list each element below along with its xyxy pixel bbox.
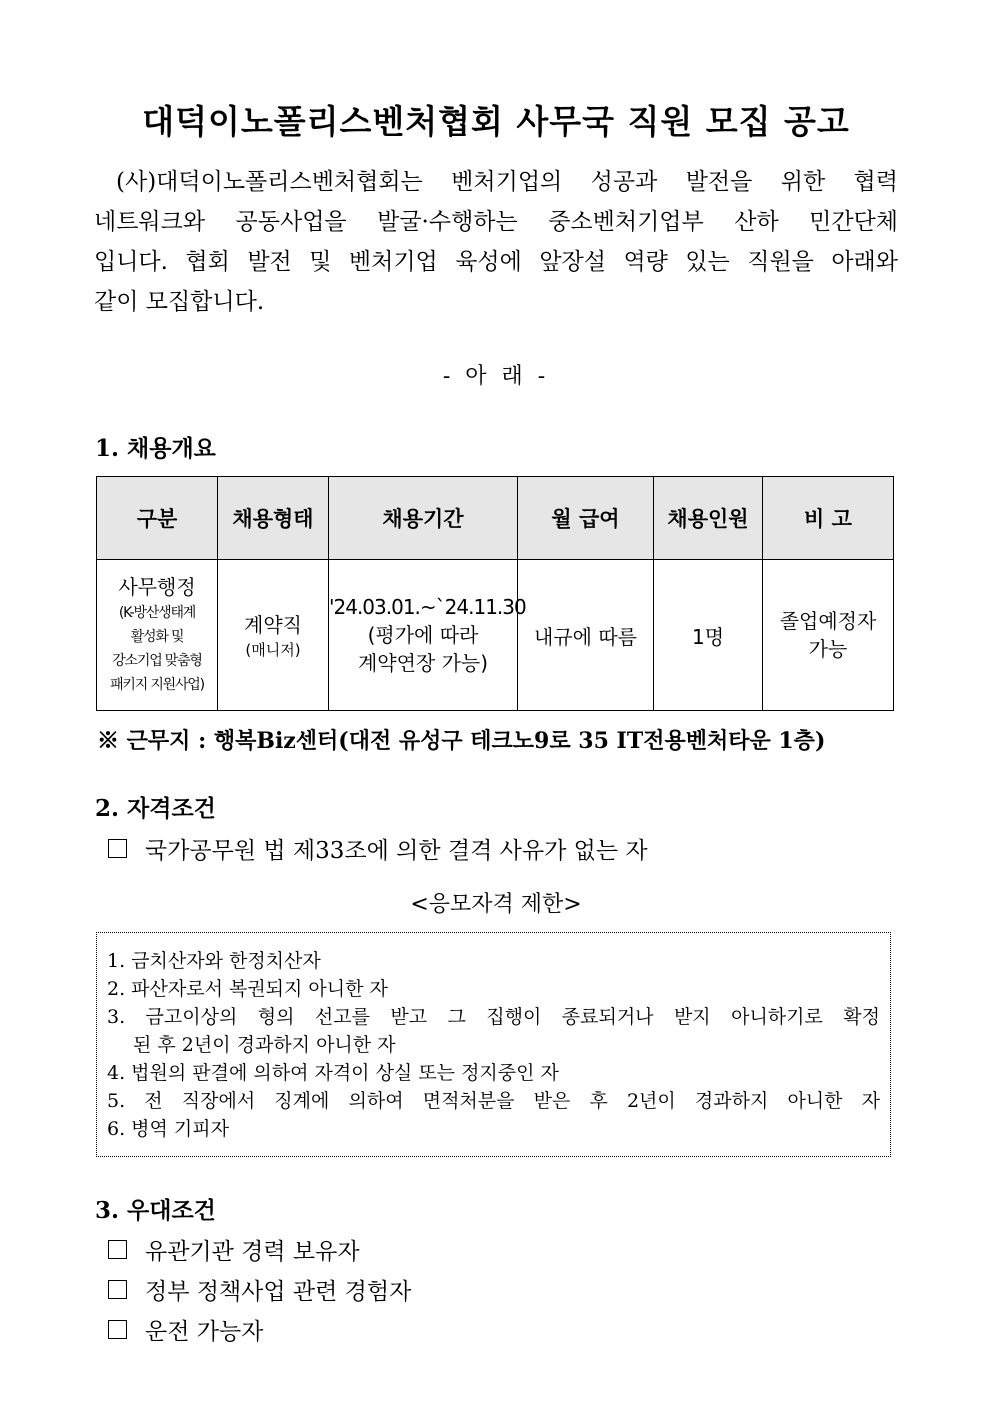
- period-line: (평가에 따라: [367, 623, 479, 647]
- preference-item: [108, 1273, 411, 1306]
- preference-text: 운전 가능자: [145, 1319, 264, 1345]
- intro-paragraph: [94, 162, 898, 322]
- checkbox-icon: [108, 1240, 127, 1259]
- cell-salary: 내규에 따름: [518, 560, 654, 711]
- note-line: 가능: [808, 637, 848, 661]
- recruit-overview-table: [96, 476, 894, 711]
- restriction-item: 3. 금고이상의 형의 선고를 받고 그 집행이 종료되거나 받지 아니하기로 확정: [107, 1006, 880, 1028]
- restriction-box: [96, 932, 891, 1157]
- section-title-preference: 3. 우대조건: [95, 1197, 216, 1224]
- intro-line: 입니다. 협회 발전 및 벤처기업 육성에 앞장설 역량 있는 직원을 아래와: [94, 249, 898, 275]
- restriction-item: 6. 병역 기피자: [107, 1118, 229, 1140]
- page-title: 대덕이노폴리스벤처협회 사무국 직원 모집 공고: [142, 102, 850, 141]
- intro-line: 같이 모집합니다.: [94, 289, 265, 315]
- section-title-qualification: 2. 자격조건: [95, 795, 216, 822]
- restriction-item: 2. 파산자로서 복권되지 아니한 자: [107, 978, 388, 1000]
- header-division: 구분: [97, 477, 218, 560]
- restriction-item: 5. 전 직장에서 징계에 의하여 면적처분을 받은 후 2년이 경과하지 아니한 자: [107, 1090, 880, 1112]
- header-salary: 월 급여: [518, 477, 654, 560]
- division-sub: 패키지 지원사업): [110, 677, 204, 693]
- restriction-item: 4. 법원의 판결에 의하여 자격이 상실 또는 정지중인 자: [107, 1062, 559, 1084]
- cell-division: [97, 560, 218, 711]
- intro-line: 네트워크와 공동사업을 발굴·수행하는 중소벤처기업부 산하 민간단체: [94, 209, 898, 235]
- intro-line: (사)대덕이노폴리스벤처협회는 벤처기업의 성공과 발전을 위한 협력: [116, 169, 898, 195]
- cell-employment-type: [218, 560, 329, 711]
- table-row: [97, 560, 894, 711]
- division-sub: 활성화 및: [130, 629, 184, 645]
- type-main: 계약직: [244, 612, 302, 637]
- cell-period: [329, 560, 526, 711]
- note-line: 졸업예정자: [779, 609, 877, 633]
- type-sub: (매니저): [245, 640, 301, 659]
- division-sub: 강소기업 맞춤형: [112, 653, 202, 669]
- checkbox-icon: [108, 1280, 127, 1299]
- preference-item: [108, 1313, 263, 1346]
- cell-note: [763, 560, 894, 711]
- period-line: 계약연장 가능): [357, 651, 489, 675]
- checkbox-icon: [108, 1320, 127, 1339]
- worksite-note: ※ 근무지 : 행복Biz센터(대전 유성구 테크노9로 35 IT전용벤처타운 1층): [97, 728, 826, 754]
- period-line: '24.03.01.~`24.11.30: [329, 595, 526, 619]
- table-header-row: [97, 477, 894, 560]
- preference-item: [108, 1233, 360, 1266]
- header-period: 채용기간: [329, 477, 518, 560]
- checkbox-icon: [108, 839, 127, 858]
- header-employment-type: 채용형태: [218, 477, 329, 560]
- header-note: 비 고: [763, 477, 894, 560]
- restriction-title: <응모자격 제한>: [410, 892, 582, 917]
- qualification-item: [108, 832, 648, 865]
- below-label: - 아 래 -: [442, 364, 550, 389]
- qualification-text: 국가공무원 법 제33조에 의한 결격 사유가 없는 자: [145, 838, 648, 864]
- division-main: 사무행정: [118, 575, 196, 599]
- restriction-item-continued: 된 후 2년이 경과하지 아니한 자: [133, 1034, 396, 1056]
- preference-text: 유관기관 경력 보유자: [145, 1239, 360, 1265]
- section-title-overview: 1. 채용개요: [95, 435, 216, 462]
- preference-text: 정부 정책사업 관련 경험자: [145, 1279, 412, 1305]
- header-headcount: 채용인원: [654, 477, 763, 560]
- restriction-item: 1. 금치산자와 한정치산자: [107, 950, 321, 972]
- cell-headcount: 1명: [654, 560, 763, 711]
- division-sub: (K-방산생태계: [118, 605, 196, 621]
